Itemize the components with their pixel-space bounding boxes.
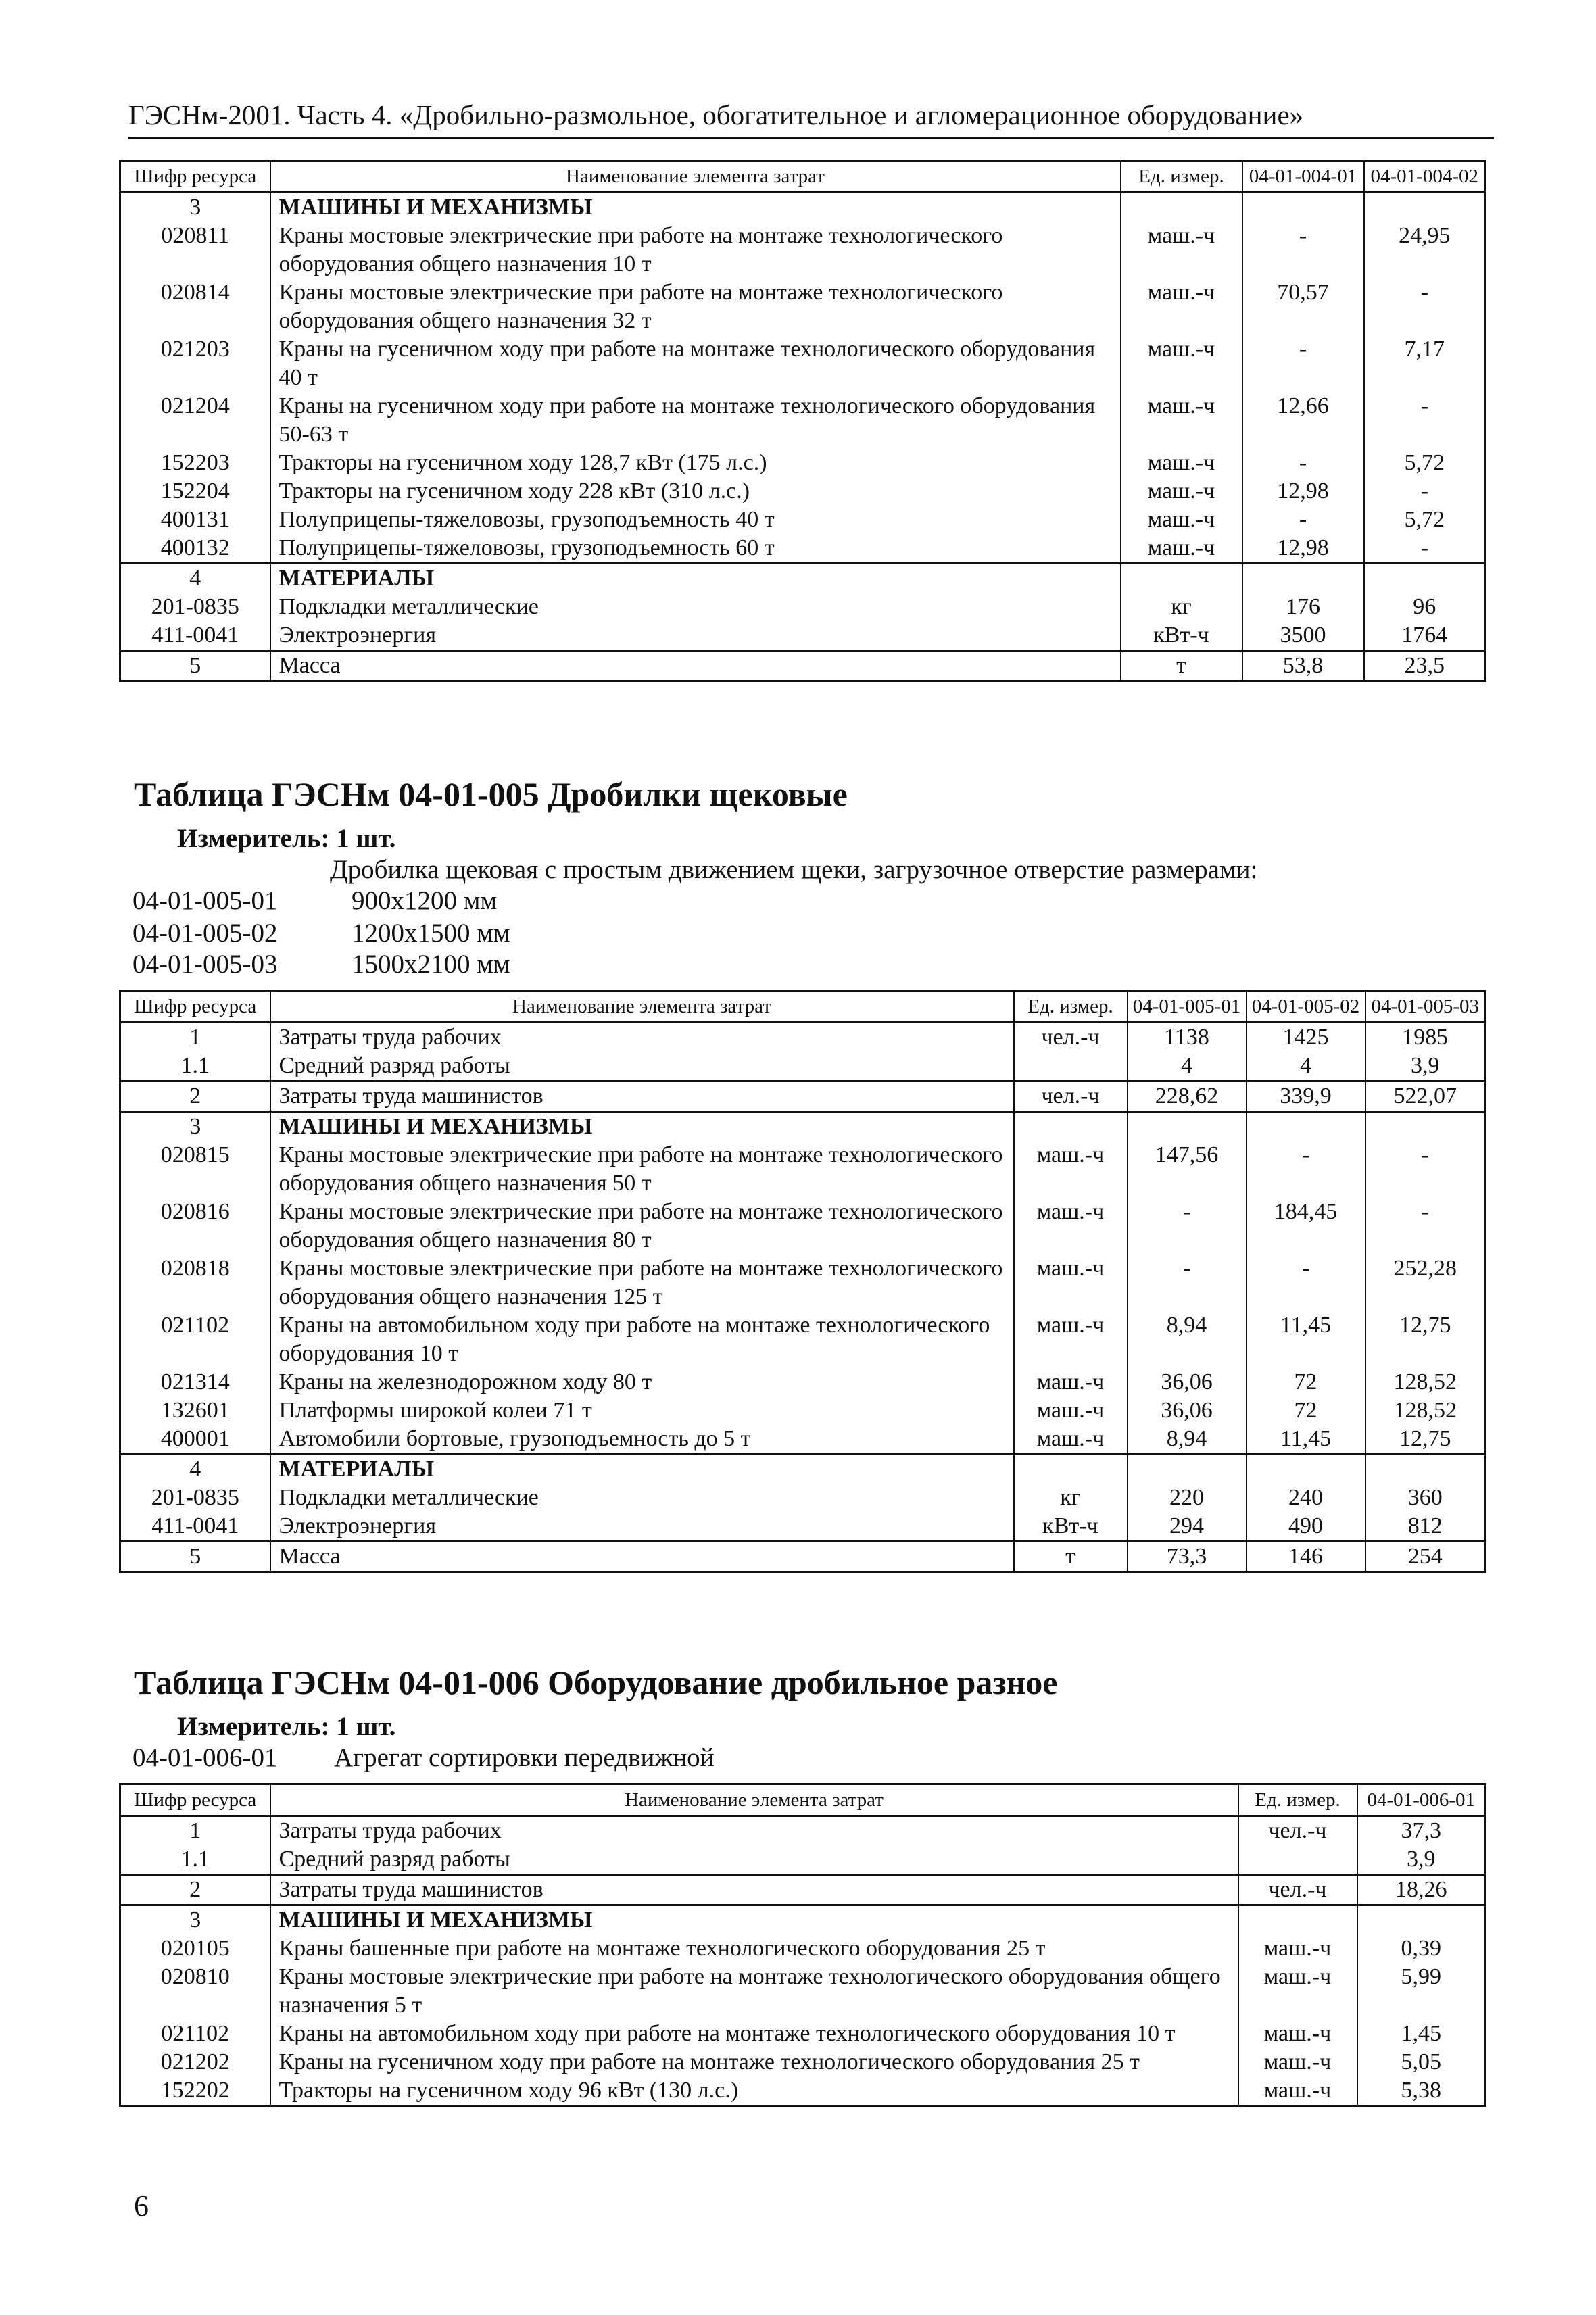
resource-code-cell: 1 — [120, 1816, 270, 1846]
table-row — [120, 1368, 1486, 1396]
unit-cell: маш.-ч — [1238, 2076, 1357, 2106]
col-header-norm: 04-01-006-01 — [1357, 1784, 1486, 1816]
unit-cell — [1014, 1455, 1128, 1484]
unit-cell: кВт-ч — [1121, 621, 1242, 651]
unit-cell: маш.-ч — [1121, 449, 1242, 477]
resource-code-cell: 3 — [120, 1905, 270, 1935]
unit-cell: т — [1014, 1542, 1128, 1572]
unit-cell: кВт-ч — [1014, 1512, 1128, 1542]
resource-code-cell: 201-0835 — [120, 593, 270, 621]
norm-value-cell — [1357, 1905, 1486, 1935]
norm-value-cell: 12,75 — [1365, 1311, 1486, 1368]
norm-value-cell: 12,75 — [1365, 1425, 1486, 1455]
norm-value-cell — [1128, 1112, 1247, 1142]
cost-element-name-cell: Краны башенные при работе на монтаже технологического оборудования 25 т — [270, 1934, 1238, 1963]
cost-element-name-cell: Краны на автомобильном ходу при работе на монтаже технологического оборудования 10 т — [270, 1311, 1014, 1368]
norm-value-cell: 3,9 — [1365, 1052, 1486, 1081]
resource-code-cell: 021204 — [120, 392, 270, 449]
unit-cell: маш.-ч — [1238, 2048, 1357, 2076]
norm-value-cell: 12,98 — [1242, 534, 1364, 564]
resource-code-cell: 020105 — [120, 1934, 270, 1963]
table-row — [120, 506, 1486, 534]
measure-unit: Измеритель: 1 шт. — [177, 1712, 396, 1741]
resource-code-cell: 020810 — [120, 1963, 270, 2020]
norm-value-cell: 240 — [1247, 1484, 1365, 1512]
norm-value-cell: 72 — [1247, 1396, 1365, 1425]
table-row — [120, 1052, 1486, 1081]
norm-value-cell: 5,05 — [1357, 2048, 1486, 2076]
unit-cell: маш.-ч — [1121, 534, 1242, 564]
resource-code-cell: 1 — [120, 1023, 270, 1052]
table-row — [120, 477, 1486, 506]
norm-value-cell: 254 — [1365, 1542, 1486, 1572]
norm-value-cell: 24,95 — [1364, 222, 1486, 278]
norm-value-cell: 12,98 — [1242, 477, 1364, 506]
resource-code-cell: 2 — [120, 1875, 270, 1905]
variant-desc: 1200x1500 мм — [352, 919, 510, 948]
unit-cell: маш.-ч — [1121, 506, 1242, 534]
unit-cell: кг — [1121, 593, 1242, 621]
resource-code-cell: 400001 — [120, 1425, 270, 1455]
cost-element-name-cell: МАШИНЫ И МЕХАНИЗМЫ — [270, 1905, 1238, 1935]
unit-cell: маш.-ч — [1121, 222, 1242, 278]
unit-cell: маш.-ч — [1014, 1396, 1128, 1425]
cost-element-name-cell: Затраты труда рабочих — [270, 1816, 1238, 1846]
col-header-unit: Ед. измер. — [1121, 161, 1242, 193]
norm-value-cell: - — [1364, 392, 1486, 449]
norm-value-cell: 128,52 — [1365, 1368, 1486, 1396]
unit-cell: маш.-ч — [1121, 477, 1242, 506]
norm-value-cell: 96 — [1364, 593, 1486, 621]
cost-element-name-cell: МАШИНЫ И МЕХАНИЗМЫ — [270, 1112, 1014, 1142]
cost-element-name-cell: Краны мостовые электрические при работе на монтаже технологического оборудования общего назначения 80 т — [270, 1198, 1014, 1254]
table-row — [120, 222, 1486, 278]
page-number: 6 — [134, 2189, 149, 2222]
unit-cell: маш.-ч — [1238, 1934, 1357, 1963]
table-row — [120, 1816, 1486, 1846]
resource-code-cell: 400132 — [120, 534, 270, 564]
variant-desc: 1500x2100 мм — [352, 950, 510, 979]
norm-value-cell: - — [1247, 1254, 1365, 1311]
cost-element-name-cell: Тракторы на гусеничном ходу 96 кВт (130 л.с.) — [270, 2076, 1238, 2106]
unit-cell — [1238, 1905, 1357, 1935]
norm-value-cell: 11,45 — [1247, 1311, 1365, 1368]
unit-cell — [1121, 193, 1242, 222]
unit-cell: маш.-ч — [1014, 1198, 1128, 1254]
table-row — [120, 1254, 1486, 1311]
resource-code-cell: 021102 — [120, 2020, 270, 2048]
cost-element-name-cell: Подкладки металлические — [270, 1484, 1014, 1512]
norm-value-cell: 5,38 — [1357, 2076, 1486, 2106]
table-title: Таблица ГЭСНм 04-01-005 Дробилки щековые — [134, 775, 848, 813]
table-row — [120, 621, 1486, 651]
norm-value-cell: 252,28 — [1365, 1254, 1486, 1311]
table-row — [120, 1081, 1486, 1112]
table-row — [120, 1396, 1486, 1425]
cost-element-name-cell: МАТЕРИАЛЫ — [270, 564, 1121, 593]
resource-code-cell: 132601 — [120, 1396, 270, 1425]
norm-value-cell: - — [1128, 1198, 1247, 1254]
col-header-norm: 04-01-005-03 — [1365, 991, 1486, 1023]
table-row — [120, 1905, 1486, 1935]
cost-element-name-cell: Краны на гусеничном ходу при работе на монтаже технологического оборудования 40 т — [270, 335, 1121, 392]
norm-value-cell: - — [1242, 335, 1364, 392]
cost-element-name-cell: Тракторы на гусеничном ходу 228 кВт (310 л.с.) — [270, 477, 1121, 506]
cost-element-name-cell: Краны на гусеничном ходу при работе на монтаже технологического оборудования 25 т — [270, 2048, 1238, 2076]
norm-value-cell — [1128, 1455, 1247, 1484]
measure-unit: Измеритель: 1 шт. — [177, 824, 396, 853]
cost-element-name-cell: Полуприцепы-тяжеловозы, грузоподъемность 40 т — [270, 506, 1121, 534]
norm-value-cell: 176 — [1242, 593, 1364, 621]
table-row — [120, 1484, 1486, 1512]
table-row — [120, 1112, 1486, 1142]
table-row — [120, 1963, 1486, 2020]
unit-cell: маш.-ч — [1121, 278, 1242, 335]
norm-value-cell: - — [1364, 534, 1486, 564]
cost-element-name-cell: Средний разряд работы — [270, 1845, 1238, 1875]
norm-value-cell — [1364, 564, 1486, 593]
variant-code: 04-01-006-01 — [132, 1743, 278, 1772]
cost-element-name-cell: Краны мостовые электрические при работе на монтаже технологического оборудования общего назначения 5 т — [270, 1963, 1238, 2020]
col-header-norm: 04-01-005-01 — [1128, 991, 1247, 1023]
norm-value-cell: 11,45 — [1247, 1425, 1365, 1455]
resource-code-cell: 411-0041 — [120, 1512, 270, 1542]
col-header-unit: Ед. измер. — [1014, 991, 1128, 1023]
norm-value-cell: 339,9 — [1247, 1081, 1365, 1112]
resource-code-cell: 4 — [120, 1455, 270, 1484]
table-row — [120, 335, 1486, 392]
norm-value-cell: 1985 — [1365, 1023, 1486, 1052]
norm-value-cell: 1,45 — [1357, 2020, 1486, 2048]
table-row — [120, 1311, 1486, 1368]
table-row — [120, 1141, 1486, 1198]
resource-code-cell: 021102 — [120, 1311, 270, 1368]
cost-element-name-cell: Автомобили бортовые, грузоподъемность до 5 т — [270, 1425, 1014, 1455]
norm-value-cell: 228,62 — [1128, 1081, 1247, 1112]
cost-element-name-cell: МАТЕРИАЛЫ — [270, 1455, 1014, 1484]
cost-element-name-cell: Краны на железнодорожном ходу 80 т — [270, 1368, 1014, 1396]
unit-cell: чел.-ч — [1238, 1875, 1357, 1905]
resource-code-cell: 152203 — [120, 449, 270, 477]
resource-code-cell: 1.1 — [120, 1052, 270, 1081]
norm-value-cell: 3,9 — [1357, 1845, 1486, 1875]
norm-value-cell: 184,45 — [1247, 1198, 1365, 1254]
cost-element-name-cell: Тракторы на гусеничном ходу 128,7 кВт (175 л.с.) — [270, 449, 1121, 477]
col-header-norm: 04-01-004-01 — [1242, 161, 1364, 193]
col-header-unit: Ед. измер. — [1238, 1784, 1357, 1816]
cost-element-name-cell: Краны мостовые электрические при работе на монтаже технологического оборудования общего назначения 125 т — [270, 1254, 1014, 1311]
resource-code-cell: 020816 — [120, 1198, 270, 1254]
norm-value-cell: - — [1365, 1141, 1486, 1198]
resource-code-cell: 021314 — [120, 1368, 270, 1396]
norm-value-cell — [1247, 1112, 1365, 1142]
unit-cell: маш.-ч — [1121, 392, 1242, 449]
table-row — [120, 1875, 1486, 1905]
table-row — [120, 2076, 1486, 2106]
cost-element-name-cell: Краны мостовые электрические при работе на монтаже технологического оборудования общего назначения 10 т — [270, 222, 1121, 278]
table-row — [120, 651, 1486, 681]
resource-code-cell: 021203 — [120, 335, 270, 392]
unit-cell — [1014, 1112, 1128, 1142]
table-row — [120, 593, 1486, 621]
norm-value-cell: 18,26 — [1357, 1875, 1486, 1905]
cost-element-name-cell: Масса — [270, 651, 1121, 681]
cost-element-name-cell: МАШИНЫ И МЕХАНИЗМЫ — [270, 193, 1121, 222]
unit-cell: маш.-ч — [1014, 1368, 1128, 1396]
norm-value-cell: 128,52 — [1365, 1396, 1486, 1425]
header-row — [120, 161, 1486, 193]
cost-element-name-cell: Затраты труда машинистов — [270, 1875, 1238, 1905]
resource-code-cell: 3 — [120, 193, 270, 222]
cost-element-name-cell: Краны на гусеничном ходу при работе на монтаже технологического оборудования 50-63 т — [270, 392, 1121, 449]
norm-value-cell: 70,57 — [1242, 278, 1364, 335]
table-row — [120, 1455, 1486, 1484]
norm-value-cell: 4 — [1128, 1052, 1247, 1081]
norm-value-cell: 7,17 — [1364, 335, 1486, 392]
norm-value-cell: - — [1242, 449, 1364, 477]
resource-code-cell: 411-0041 — [120, 621, 270, 651]
norm-value-cell: 5,99 — [1357, 1963, 1486, 2020]
table-row — [120, 1023, 1486, 1052]
table-row — [120, 392, 1486, 449]
resource-code-cell: 1.1 — [120, 1845, 270, 1875]
unit-cell: маш.-ч — [1014, 1425, 1128, 1455]
resource-code-cell: 020818 — [120, 1254, 270, 1311]
norm-value-cell: 8,94 — [1128, 1425, 1247, 1455]
norm-value-cell: 36,06 — [1128, 1396, 1247, 1425]
norm-value-cell: 1764 — [1364, 621, 1486, 651]
resource-code-cell: 201-0835 — [120, 1484, 270, 1512]
norm-value-cell: 73,3 — [1128, 1542, 1247, 1572]
table-row — [120, 193, 1486, 222]
table-row — [120, 1934, 1486, 1963]
norm-value-cell: 53,8 — [1242, 651, 1364, 681]
norm-value-cell: 0,39 — [1357, 1934, 1486, 1963]
cost-element-name-cell: Электроэнергия — [270, 621, 1121, 651]
norm-value-cell: 72 — [1247, 1368, 1365, 1396]
table-row — [120, 278, 1486, 335]
resource-code-cell: 021202 — [120, 2048, 270, 2076]
norm-value-cell: 147,56 — [1128, 1141, 1247, 1198]
unit-cell: чел.-ч — [1014, 1023, 1128, 1052]
unit-cell — [1238, 1845, 1357, 1875]
unit-cell: маш.-ч — [1014, 1311, 1128, 1368]
resource-code-cell: 4 — [120, 564, 270, 593]
cost-element-name-cell: Полуприцепы-тяжеловозы, грузоподъемность 60 т — [270, 534, 1121, 564]
table-row — [120, 1425, 1486, 1455]
norm-value-cell: 5,72 — [1364, 449, 1486, 477]
norm-value-cell: 37,3 — [1357, 1816, 1486, 1846]
table-title: Таблица ГЭСНм 04-01-006 Оборудование дробильное разное — [134, 1663, 1058, 1701]
col-header-norm: 04-01-005-02 — [1247, 991, 1365, 1023]
norm-value-cell: 220 — [1128, 1484, 1247, 1512]
norm-value-cell: - — [1364, 278, 1486, 335]
unit-cell: маш.-ч — [1238, 1963, 1357, 2020]
page-header: ГЭСНм-2001. Часть 4. «Дробильно-размольное, обогатительное и агломерационное оборудование» — [128, 99, 1494, 139]
col-header-code: Шифр ресурса — [120, 991, 270, 1023]
unit-cell: чел.-ч — [1238, 1816, 1357, 1846]
resource-code-cell: 5 — [120, 1542, 270, 1572]
table-row — [120, 1845, 1486, 1875]
norm-value-cell: 36,06 — [1128, 1368, 1247, 1396]
norm-value-cell: 1425 — [1247, 1023, 1365, 1052]
resource-code-cell: 400131 — [120, 506, 270, 534]
cost-element-name-cell: Затраты труда машинистов — [270, 1081, 1014, 1112]
variant-code: 04-01-005-01 — [132, 886, 278, 915]
norm-value-cell: 12,66 — [1242, 392, 1364, 449]
unit-cell: маш.-ч — [1238, 2020, 1357, 2048]
resource-code-cell: 020811 — [120, 222, 270, 278]
norm-value-cell: - — [1365, 1198, 1486, 1254]
unit-cell: кг — [1014, 1484, 1128, 1512]
norm-value-cell: 8,94 — [1128, 1311, 1247, 1368]
col-header-code: Шифр ресурса — [120, 161, 270, 193]
cost-element-name-cell: Краны мостовые электрические при работе на монтаже технологического оборудования общего назначения 32 т — [270, 278, 1121, 335]
norm-value-cell — [1365, 1455, 1486, 1484]
table-row — [120, 564, 1486, 593]
norm-value-cell: 23,5 — [1364, 651, 1486, 681]
cost-element-name-cell: Масса — [270, 1542, 1014, 1572]
norm-value-cell: 5,72 — [1364, 506, 1486, 534]
norm-value-cell — [1247, 1455, 1365, 1484]
table-row — [120, 1542, 1486, 1572]
cost-element-name-cell: Платформы широкой колеи 71 т — [270, 1396, 1014, 1425]
table-row — [120, 2020, 1486, 2048]
col-header-norm: 04-01-004-02 — [1364, 161, 1486, 193]
resource-code-cell: 152204 — [120, 477, 270, 506]
unit-cell: чел.-ч — [1014, 1081, 1128, 1112]
resource-code-cell: 152202 — [120, 2076, 270, 2106]
resource-code-cell: 020814 — [120, 278, 270, 335]
norm-value-cell: - — [1247, 1141, 1365, 1198]
unit-cell — [1014, 1052, 1128, 1081]
unit-cell: маш.-ч — [1014, 1254, 1128, 1311]
unit-cell: т — [1121, 651, 1242, 681]
norm-value-cell — [1242, 564, 1364, 593]
col-header-code: Шифр ресурса — [120, 1784, 270, 1816]
header-row — [120, 991, 1486, 1023]
col-header-name: Наименование элемента затрат — [270, 161, 1121, 193]
cost-element-name-cell: Электроэнергия — [270, 1512, 1014, 1542]
table-row — [120, 534, 1486, 564]
cost-element-name-cell: Подкладки металлические — [270, 593, 1121, 621]
cost-element-name-cell: Краны мостовые электрические при работе на монтаже технологического оборудования общего назначения 50 т — [270, 1141, 1014, 1198]
table-row — [120, 1512, 1486, 1542]
resource-code-cell: 5 — [120, 651, 270, 681]
norm-value-cell: 1138 — [1128, 1023, 1247, 1052]
resource-code-cell: 2 — [120, 1081, 270, 1112]
table-row — [120, 2048, 1486, 2076]
norm-value-cell: 360 — [1365, 1484, 1486, 1512]
norm-value-cell: 146 — [1247, 1542, 1365, 1572]
unit-cell: маш.-ч — [1014, 1141, 1128, 1198]
table-row — [120, 1198, 1486, 1254]
norm-value-cell: - — [1128, 1254, 1247, 1311]
variant-code: 04-01-005-03 — [132, 950, 278, 979]
table-intro: Дробилка щековая с простым движением щеки, загрузочное отверстие размерами: — [330, 855, 1258, 884]
header-row — [120, 1784, 1486, 1816]
resource-code-cell: 020815 — [120, 1141, 270, 1198]
norm-value-cell: - — [1242, 506, 1364, 534]
unit-cell: маш.-ч — [1121, 335, 1242, 392]
table-04-01-005 — [119, 990, 1486, 1573]
norm-value-cell: - — [1364, 477, 1486, 506]
table-row — [120, 449, 1486, 477]
cost-element-name-cell: Затраты труда рабочих — [270, 1023, 1014, 1052]
cost-element-name-cell: Средний разряд работы — [270, 1052, 1014, 1081]
unit-cell — [1121, 564, 1242, 593]
norm-value-cell — [1242, 193, 1364, 222]
table-04-01-004 — [119, 160, 1486, 682]
norm-value-cell — [1364, 193, 1486, 222]
variant-code: 04-01-005-02 — [132, 919, 278, 948]
variant-desc: 900x1200 мм — [352, 886, 498, 915]
table-04-01-006 — [119, 1783, 1486, 2107]
norm-value-cell — [1365, 1112, 1486, 1142]
col-header-name: Наименование элемента затрат — [270, 1784, 1238, 1816]
norm-value-cell: 812 — [1365, 1512, 1486, 1542]
norm-value-cell: 4 — [1247, 1052, 1365, 1081]
norm-value-cell: 3500 — [1242, 621, 1364, 651]
resource-code-cell: 3 — [120, 1112, 270, 1142]
norm-value-cell: 490 — [1247, 1512, 1365, 1542]
norm-value-cell: 522,07 — [1365, 1081, 1486, 1112]
col-header-name: Наименование элемента затрат — [270, 991, 1014, 1023]
norm-value-cell: - — [1242, 222, 1364, 278]
norm-value-cell: 294 — [1128, 1512, 1247, 1542]
variant-desc: Агрегат сортировки передвижной — [334, 1743, 715, 1772]
cost-element-name-cell: Краны на автомобильном ходу при работе на монтаже технологического оборудования 10 т — [270, 2020, 1238, 2048]
